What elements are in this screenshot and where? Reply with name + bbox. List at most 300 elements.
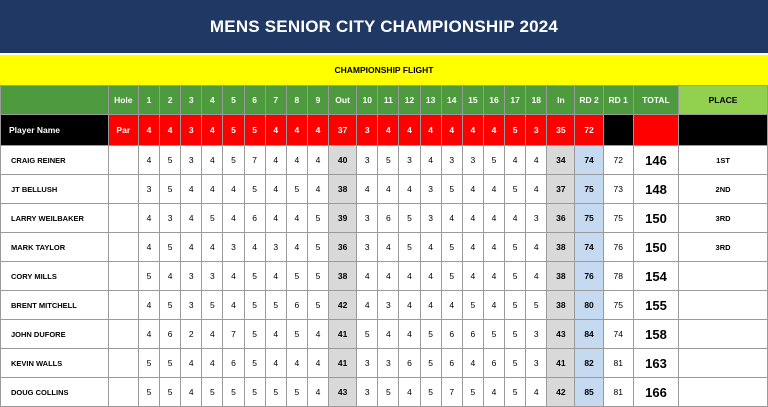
- hole-score: 4: [483, 204, 504, 233]
- hole-score: 5: [286, 175, 307, 204]
- hole-score: 4: [202, 175, 223, 204]
- hole-number: 17: [505, 86, 526, 115]
- par-spacer-cell: [108, 320, 138, 349]
- place-value: [679, 262, 768, 291]
- hole-score: 4: [181, 175, 202, 204]
- hole-score: 6: [244, 204, 265, 233]
- par-value: 4: [265, 115, 286, 146]
- par-total-blank: [633, 115, 678, 146]
- par-value: 4: [378, 115, 399, 146]
- hole-score: 3: [181, 291, 202, 320]
- rd1-score: 75: [603, 291, 633, 320]
- player-row: [1, 204, 768, 233]
- player-name: BRENT MITCHELL: [1, 291, 109, 320]
- hole-score: 5: [286, 320, 307, 349]
- page-title: MENS SENIOR CITY CHAMPIONSHIP 2024: [0, 0, 768, 53]
- hole-score: 4: [307, 320, 328, 349]
- hole-score: 4: [399, 262, 420, 291]
- player-row: [1, 175, 768, 204]
- place-value: [679, 291, 768, 320]
- hole-score: 5: [160, 378, 181, 407]
- out-score: 40: [329, 146, 357, 175]
- hole-score: 5: [138, 349, 159, 378]
- hole-score: 4: [526, 262, 547, 291]
- hole-score: 5: [223, 146, 244, 175]
- in-score: 36: [547, 204, 575, 233]
- hole-score: 5: [420, 320, 441, 349]
- in-score: 38: [547, 233, 575, 262]
- hole-score: 4: [138, 146, 159, 175]
- total-score: 146: [633, 146, 678, 175]
- player-row: [1, 262, 768, 291]
- hole-score: 4: [138, 204, 159, 233]
- hole-score: 4: [265, 320, 286, 349]
- hole-score: 3: [265, 233, 286, 262]
- hole-score: 4: [160, 262, 181, 291]
- hole-score: 7: [223, 320, 244, 349]
- place-label: PLACE: [679, 86, 768, 115]
- hole-number: 7: [265, 86, 286, 115]
- hole-number: 13: [420, 86, 441, 115]
- hole-score: 3: [378, 349, 399, 378]
- scorecard-table: [0, 85, 768, 407]
- hole-score: 3: [181, 262, 202, 291]
- hole-score: 5: [265, 291, 286, 320]
- rd2-score: 84: [575, 320, 603, 349]
- hole-score: 3: [462, 146, 483, 175]
- hole-score: 4: [202, 320, 223, 349]
- hole-score: 4: [483, 291, 504, 320]
- hole-score: 4: [505, 204, 526, 233]
- hole-score: 5: [505, 262, 526, 291]
- rd2-score: 75: [575, 175, 603, 204]
- player-name: JOHN DUFORE: [1, 320, 109, 349]
- par-spacer-cell: [108, 175, 138, 204]
- hole-score: 5: [357, 320, 378, 349]
- hole-score: 4: [462, 204, 483, 233]
- hole-score: 4: [223, 175, 244, 204]
- rd1-score: 81: [603, 349, 633, 378]
- par-value: 4: [307, 115, 328, 146]
- hole-score: 5: [160, 291, 181, 320]
- hole-score: 5: [441, 233, 462, 262]
- hole-score: 4: [378, 175, 399, 204]
- hole-score: 6: [286, 291, 307, 320]
- hole-score: 5: [307, 262, 328, 291]
- total-score: 154: [633, 262, 678, 291]
- hole-score: 4: [399, 291, 420, 320]
- hole-score: 5: [244, 349, 265, 378]
- rd1-score: 72: [603, 146, 633, 175]
- hole-score: 6: [223, 349, 244, 378]
- hole-score: 5: [202, 204, 223, 233]
- hole-number: 4: [202, 86, 223, 115]
- rd2-score: 74: [575, 233, 603, 262]
- par-spacer-cell: [108, 262, 138, 291]
- hole-score: 3: [420, 204, 441, 233]
- hole-score: 5: [526, 291, 547, 320]
- hole-score: 3: [202, 262, 223, 291]
- place-value: [679, 349, 768, 378]
- hole-score: 5: [160, 146, 181, 175]
- hole-score: 5: [505, 233, 526, 262]
- hole-score: 4: [420, 146, 441, 175]
- hole-score: 4: [202, 233, 223, 262]
- player-row: [1, 146, 768, 175]
- par-spacer-cell: [108, 378, 138, 407]
- hole-number: 6: [244, 86, 265, 115]
- par-value: 4: [420, 115, 441, 146]
- rd2-score: 75: [575, 204, 603, 233]
- out-score: 38: [329, 262, 357, 291]
- hole-score: 4: [357, 175, 378, 204]
- hole-score: 5: [441, 262, 462, 291]
- hole-score: 4: [307, 378, 328, 407]
- place-value: 2ND: [679, 175, 768, 204]
- rd1-score: 76: [603, 233, 633, 262]
- hole-score: 5: [483, 146, 504, 175]
- hole-score: 5: [420, 349, 441, 378]
- hole-score: 6: [399, 349, 420, 378]
- par-value: 4: [483, 115, 504, 146]
- hole-score: 4: [483, 233, 504, 262]
- hole-score: 4: [399, 320, 420, 349]
- par-value: 5: [244, 115, 265, 146]
- hole-score: 4: [505, 146, 526, 175]
- par-value: 3: [357, 115, 378, 146]
- hole-score: 3: [526, 349, 547, 378]
- in-score: 38: [547, 262, 575, 291]
- hole-score: 4: [420, 262, 441, 291]
- hole-score: 4: [244, 233, 265, 262]
- hole-score: 3: [526, 320, 547, 349]
- hole-score: 4: [202, 146, 223, 175]
- par-spacer-cell: [108, 233, 138, 262]
- hole-number: 9: [307, 86, 328, 115]
- hole-score: 4: [462, 349, 483, 378]
- hole-score: 4: [462, 233, 483, 262]
- rd1-label: RD 1: [603, 86, 633, 115]
- hole-score: 3: [160, 204, 181, 233]
- hole-score: 4: [265, 204, 286, 233]
- hole-score: 3: [378, 291, 399, 320]
- hole-score: 4: [378, 320, 399, 349]
- rd2-score: 80: [575, 291, 603, 320]
- player-row: [1, 233, 768, 262]
- hole-score: 4: [462, 262, 483, 291]
- rd2-score: 76: [575, 262, 603, 291]
- hole-score: 2: [181, 320, 202, 349]
- total-score: 148: [633, 175, 678, 204]
- par-rd2: 72: [575, 115, 603, 146]
- hole-score: 4: [420, 233, 441, 262]
- hole-number: 1: [138, 86, 159, 115]
- total-score: 163: [633, 349, 678, 378]
- hole-score: 5: [223, 378, 244, 407]
- par-value: 4: [160, 115, 181, 146]
- hole-score: 4: [526, 175, 547, 204]
- hole-score: 5: [505, 320, 526, 349]
- hole-score: 5: [505, 291, 526, 320]
- player-row: [1, 320, 768, 349]
- hole-score: 4: [286, 233, 307, 262]
- player-name-header: Player Name: [1, 115, 109, 146]
- player-name: JT BELLUSH: [1, 175, 109, 204]
- hole-score: 3: [357, 233, 378, 262]
- hole-score: 4: [526, 378, 547, 407]
- hole-score: 4: [483, 378, 504, 407]
- hole-score: 5: [160, 175, 181, 204]
- total-score: 150: [633, 233, 678, 262]
- hole-score: 4: [181, 349, 202, 378]
- rd2-score: 82: [575, 349, 603, 378]
- par-value: 3: [181, 115, 202, 146]
- hole-score: 3: [399, 146, 420, 175]
- par-in: 35: [547, 115, 575, 146]
- hole-score: 5: [244, 378, 265, 407]
- rd1-score: 74: [603, 320, 633, 349]
- hole-score: 3: [138, 175, 159, 204]
- hole-score: 5: [462, 378, 483, 407]
- player-name: LARRY WEILBAKER: [1, 204, 109, 233]
- par-value: 4: [462, 115, 483, 146]
- par-value: 4: [138, 115, 159, 146]
- par-value: 4: [202, 115, 223, 146]
- hole-score: 4: [307, 175, 328, 204]
- hole-score: 4: [223, 291, 244, 320]
- out-label: Out: [329, 86, 357, 115]
- hole-score: 5: [399, 204, 420, 233]
- in-score: 43: [547, 320, 575, 349]
- total-label: TOTAL: [633, 86, 678, 115]
- hole-number: 5: [223, 86, 244, 115]
- hole-score: 5: [505, 349, 526, 378]
- hole-score: 4: [286, 204, 307, 233]
- hole-score: 4: [357, 262, 378, 291]
- hole-score: 3: [441, 146, 462, 175]
- hole-score: 4: [357, 291, 378, 320]
- hole-score: 4: [526, 233, 547, 262]
- hole-score: 5: [202, 291, 223, 320]
- hole-number: 14: [441, 86, 462, 115]
- total-score: 155: [633, 291, 678, 320]
- hole-score: 4: [223, 204, 244, 233]
- hole-score: 4: [265, 146, 286, 175]
- hole-score: 5: [307, 233, 328, 262]
- hole-number: 3: [181, 86, 202, 115]
- total-score: 166: [633, 378, 678, 407]
- place-value: 3RD: [679, 204, 768, 233]
- hole-score: 4: [265, 349, 286, 378]
- hole-score: 5: [505, 378, 526, 407]
- hole-number: 12: [399, 86, 420, 115]
- hole-number: 16: [483, 86, 504, 115]
- hole-score: 5: [505, 175, 526, 204]
- hole-score: 3: [357, 204, 378, 233]
- hole-score: 5: [483, 320, 504, 349]
- hole-score: 4: [526, 146, 547, 175]
- par-spacer-cell: [108, 146, 138, 175]
- hole-score: 5: [138, 262, 159, 291]
- hole-score: 4: [399, 175, 420, 204]
- hole-score: 4: [181, 204, 202, 233]
- in-score: 38: [547, 291, 575, 320]
- hole-score: 4: [181, 378, 202, 407]
- hole-score: 5: [160, 349, 181, 378]
- hole-score: 4: [265, 175, 286, 204]
- hole-score: 5: [462, 291, 483, 320]
- rd2-score: 85: [575, 378, 603, 407]
- player-row: [1, 291, 768, 320]
- hole-score: 5: [307, 291, 328, 320]
- in-score: 34: [547, 146, 575, 175]
- hole-score: 4: [399, 378, 420, 407]
- rd1-score: 73: [603, 175, 633, 204]
- par-value: 4: [286, 115, 307, 146]
- hole-score: 3: [181, 146, 202, 175]
- place-value: [679, 378, 768, 407]
- header-blank-cell: [1, 86, 109, 115]
- par-out: 37: [329, 115, 357, 146]
- par-spacer-cell: [108, 291, 138, 320]
- hole-score: 6: [378, 204, 399, 233]
- hole-score: 6: [441, 320, 462, 349]
- par-place-blank: [679, 115, 768, 146]
- hole-score: 4: [223, 262, 244, 291]
- hole-score: 6: [483, 349, 504, 378]
- in-label: In: [547, 86, 575, 115]
- par-rd1-blank: [603, 115, 633, 146]
- out-score: 38: [329, 175, 357, 204]
- hole-score: 4: [378, 262, 399, 291]
- rd2-score: 74: [575, 146, 603, 175]
- hole-score: 7: [244, 146, 265, 175]
- hole-score: 5: [244, 320, 265, 349]
- par-value: 4: [399, 115, 420, 146]
- hole-number: 18: [526, 86, 547, 115]
- place-value: [679, 320, 768, 349]
- hole-score: 4: [483, 262, 504, 291]
- in-score: 37: [547, 175, 575, 204]
- hole-number: 2: [160, 86, 181, 115]
- hole-score: 5: [307, 204, 328, 233]
- hole-score: 3: [223, 233, 244, 262]
- hole-score: 5: [244, 175, 265, 204]
- par-spacer-cell: [108, 204, 138, 233]
- hole-score: 5: [441, 175, 462, 204]
- hole-score: 4: [483, 175, 504, 204]
- player-name: CRAIG REINER: [1, 146, 109, 175]
- hole-score: 5: [244, 291, 265, 320]
- hole-score: 5: [378, 378, 399, 407]
- hole-number: 10: [357, 86, 378, 115]
- par-value: 3: [526, 115, 547, 146]
- hole-score: 5: [399, 233, 420, 262]
- hole-header-row: [1, 86, 768, 115]
- hole-score: 4: [202, 349, 223, 378]
- player-row: [1, 378, 768, 407]
- place-value: 1ST: [679, 146, 768, 175]
- rd1-score: 75: [603, 204, 633, 233]
- hole-score: 4: [307, 349, 328, 378]
- rd2-label: RD 2: [575, 86, 603, 115]
- hole-score: 4: [286, 349, 307, 378]
- player-name: KEVIN WALLS: [1, 349, 109, 378]
- player-name: MARK TAYLOR: [1, 233, 109, 262]
- hole-score: 6: [441, 349, 462, 378]
- hole-score: 5: [202, 378, 223, 407]
- rd1-score: 78: [603, 262, 633, 291]
- hole-score: 5: [286, 262, 307, 291]
- hole-number: 8: [286, 86, 307, 115]
- hole-score: 5: [160, 233, 181, 262]
- hole-score: 4: [138, 291, 159, 320]
- par-value: 5: [505, 115, 526, 146]
- par-spacer-cell: [108, 349, 138, 378]
- hole-score: 4: [138, 320, 159, 349]
- par-row: [1, 115, 768, 146]
- total-score: 158: [633, 320, 678, 349]
- hole-score: 4: [286, 146, 307, 175]
- hole-score: 5: [265, 378, 286, 407]
- hole-score: 5: [420, 378, 441, 407]
- hole-score: 4: [441, 204, 462, 233]
- hole-score: 3: [357, 349, 378, 378]
- par-value: 5: [223, 115, 244, 146]
- in-score: 42: [547, 378, 575, 407]
- hole-score: 7: [441, 378, 462, 407]
- hole-score: 4: [462, 175, 483, 204]
- player-name: CORY MILLS: [1, 262, 109, 291]
- out-score: 41: [329, 349, 357, 378]
- hole-score: 3: [357, 146, 378, 175]
- rd1-score: 81: [603, 378, 633, 407]
- hole-score: 6: [462, 320, 483, 349]
- hole-number: 11: [378, 86, 399, 115]
- hole-score: 3: [420, 175, 441, 204]
- out-score: 42: [329, 291, 357, 320]
- out-score: 36: [329, 233, 357, 262]
- player-row: [1, 349, 768, 378]
- hole-score: 4: [307, 146, 328, 175]
- flight-banner: CHAMPIONSHIP FLIGHT: [0, 55, 768, 85]
- hole-number: 15: [462, 86, 483, 115]
- in-score: 41: [547, 349, 575, 378]
- player-name: DOUG COLLINS: [1, 378, 109, 407]
- out-score: 43: [329, 378, 357, 407]
- hole-score: 6: [160, 320, 181, 349]
- hole-score: 4: [138, 233, 159, 262]
- hole-label: Hole: [108, 86, 138, 115]
- hole-score: 3: [357, 378, 378, 407]
- hole-score: 5: [286, 378, 307, 407]
- par-value: 4: [441, 115, 462, 146]
- hole-score: 3: [526, 204, 547, 233]
- out-score: 41: [329, 320, 357, 349]
- par-label: Par: [108, 115, 138, 146]
- hole-score: 4: [378, 233, 399, 262]
- total-score: 150: [633, 204, 678, 233]
- out-score: 39: [329, 204, 357, 233]
- hole-score: 5: [244, 262, 265, 291]
- hole-score: 4: [181, 233, 202, 262]
- hole-score: 4: [265, 262, 286, 291]
- hole-score: 4: [441, 291, 462, 320]
- hole-score: 4: [420, 291, 441, 320]
- place-value: 3RD: [679, 233, 768, 262]
- hole-score: 5: [138, 378, 159, 407]
- hole-score: 5: [378, 146, 399, 175]
